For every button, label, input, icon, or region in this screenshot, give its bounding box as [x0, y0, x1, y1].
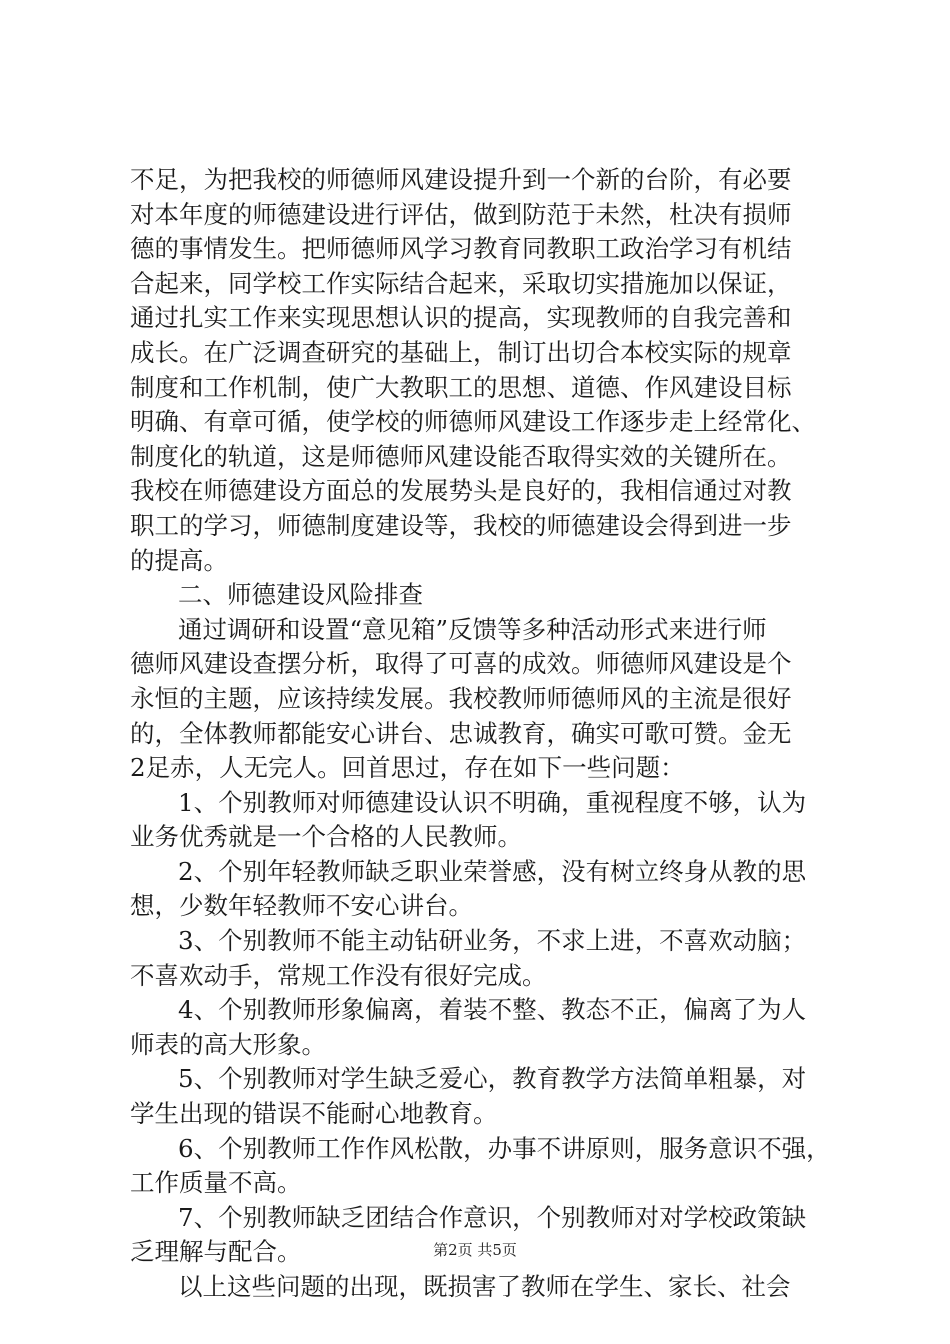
- text-line: 不足，为把我校的师德师风建设提升到一个新的台阶，有必要: [130, 165, 792, 194]
- text-line: 永恒的主题，应该持续发展。我校教师师德师风的主流是很好: [130, 683, 792, 713]
- text-line: 想，少数年轻教师不安心讲台。: [130, 891, 473, 921]
- text-line: 以上这些问题的出现，既损害了教师在学生、家长、社会: [178, 1272, 791, 1301]
- page-footer: [0, 1240, 950, 1260]
- text-line: 职工的学习，师德制度建设等，我校的师德建设会得到进一步: [130, 510, 792, 540]
- text-line: 师表的高大形象。: [130, 1029, 326, 1059]
- text-line: 乏理解与配合。: [130, 1237, 302, 1267]
- text-line: 工作质量不高。: [130, 1168, 302, 1198]
- text-line: 1、个别教师对师德建设认识不明确，重视程度不够，认为: [178, 787, 807, 817]
- text-line: 通过扎实工作来实现思想认识的提高，实现教师的自我完善和: [130, 303, 792, 333]
- text-line: 4、个别教师形象偏离，着装不整、教态不正，偏离了为人: [178, 995, 807, 1025]
- text-line: 制度化的轨道，这是师德师风建设能否取得实效的关键所在。: [130, 441, 792, 471]
- text-line: 德师风建设查摆分析，取得了可喜的成效。师德师风建设是个: [130, 649, 792, 679]
- text-line: 合起来，同学校工作实际结合起来，采取切实措施加以保证，: [130, 268, 792, 298]
- text-line: 德的事情发生。把师德师风学习教育同教职工政治学习有机结: [130, 234, 792, 264]
- text-line: 3、个别教师不能主动钻研业务，不求上进，不喜欢动脑；: [178, 926, 807, 956]
- text-line: 2、个别年轻教师缺乏职业荣誉感，没有树立终身从教的思: [178, 856, 807, 886]
- text-line: 业务优秀就是一个合格的人民教师。: [130, 822, 522, 852]
- text-line: 对本年度的师德建设进行评估，做到防范于未然，杜决有损师: [130, 199, 792, 229]
- text-line: 通过调研和设置“意见箱”反馈等多种活动形式来进行师: [178, 614, 767, 644]
- text-line: 5、个别教师对学生缺乏爱心，教育教学方法简单粗暴，对: [178, 1064, 807, 1094]
- text-line: 7、个别教师缺乏团结合作意识，个别教师对对学校政策缺: [178, 1202, 807, 1232]
- text-line: 我校在师德建设方面总的发展势头是良好的，我相信通过对教: [130, 476, 792, 506]
- text-line: 成长。在广泛调查研究的基础上，制订出切合本校实际的规章: [130, 337, 792, 367]
- text-line: 明确、有章可循，使学校的师德师风建设工作逐步走上经常化、: [130, 407, 816, 437]
- text-line: 6、个别教师工作作风松散，办事不讲原则，服务意识不强，: [178, 1133, 831, 1163]
- text-line: 的提高。: [130, 545, 228, 575]
- text-line: 不喜欢动手，常规工作没有很好完成。: [130, 960, 547, 990]
- text-line: 学生出现的错误不能耐心地教育。: [130, 1099, 498, 1129]
- text-line: 制度和工作机制，使广大教职工的思想、道德、作风建设目标: [130, 372, 792, 402]
- text-line: 2足赤，人无完人。回首思过，存在如下一些问题：: [130, 753, 685, 783]
- page-number-label: 第2页 共5页: [433, 1241, 517, 1259]
- document-body: [130, 163, 830, 1305]
- text-line: 二、师德建设风险排查: [178, 580, 424, 610]
- text-line: 的，全体教师都能安心讲台、忠诚教育，确实可歌可赞。金无: [130, 718, 792, 748]
